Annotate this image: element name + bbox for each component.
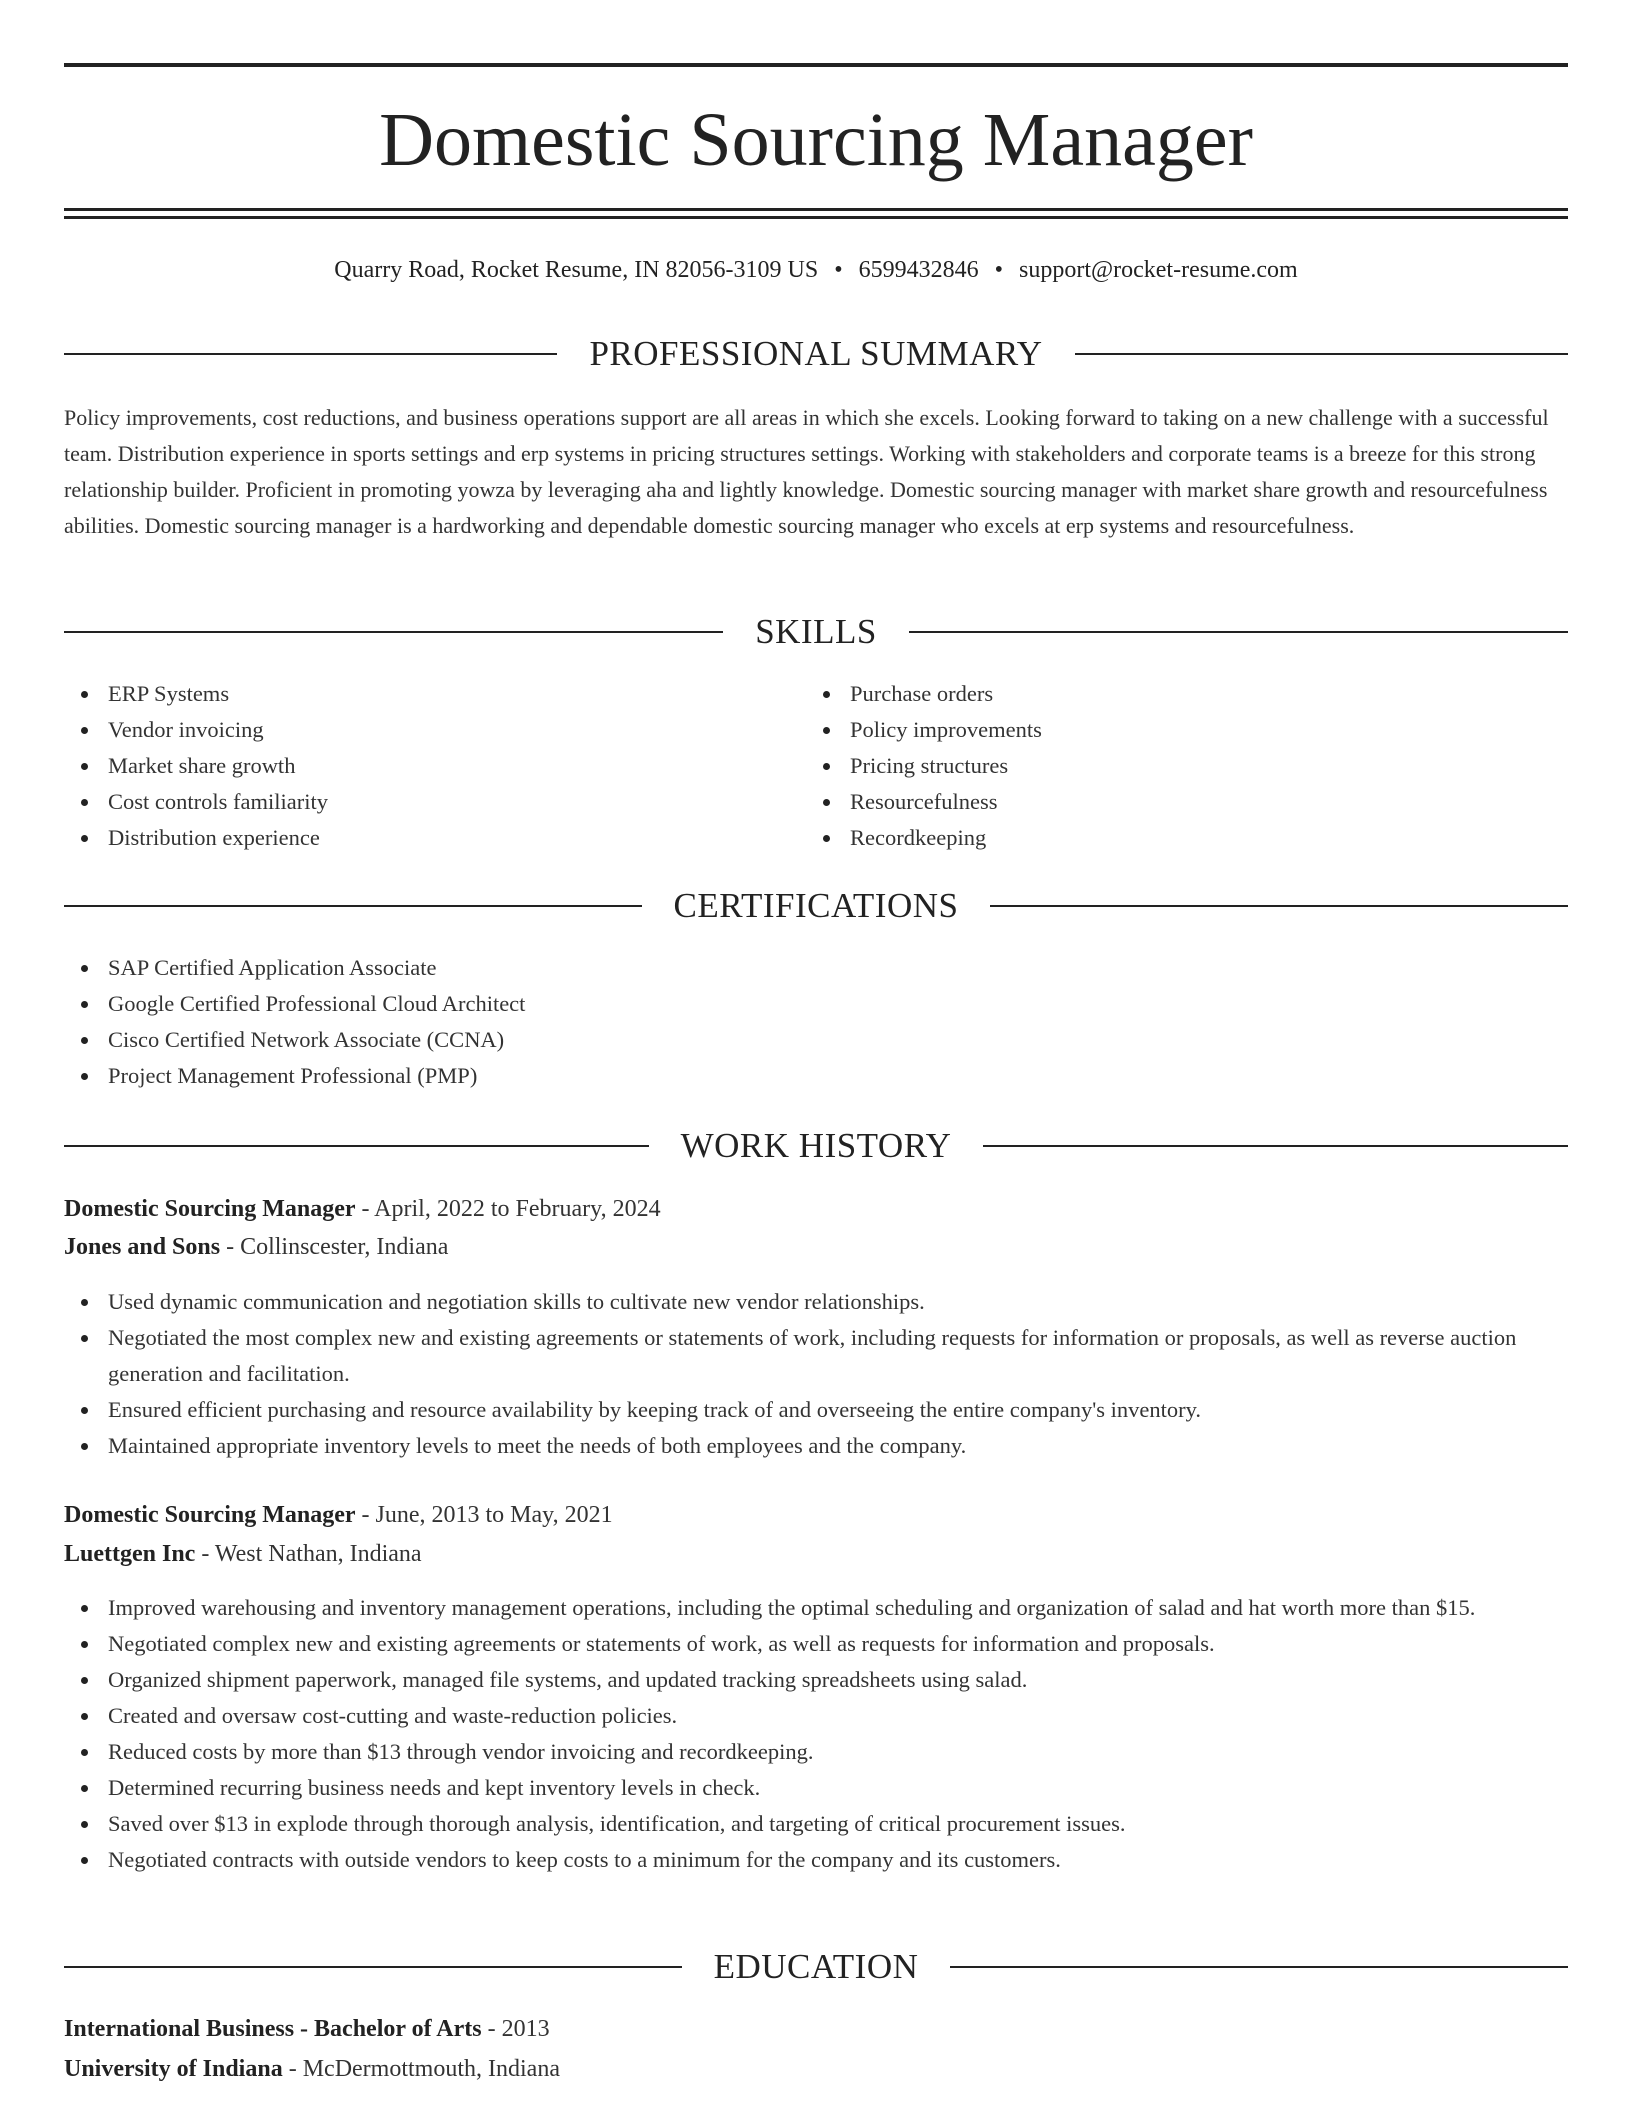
section-title: WORK HISTORY: [680, 1126, 952, 1165]
education-school-line: [64, 2050, 1568, 2088]
skill-item: Pricing structures: [806, 748, 1506, 784]
section-heading-education: [64, 1945, 1568, 1989]
job-title: Domestic Sourcing Manager: [64, 1502, 356, 1528]
job-bullets: [64, 1284, 1568, 1464]
education-year: - 2013: [481, 2016, 550, 2042]
job-bullet: Used dynamic communication and negotiation skills to cultivate new vendor relationships.: [64, 1284, 1568, 1320]
summary-text: Policy improvements, cost reductions, and business operations support are all areas in which she excels. Looking forward to taking on a new challenge with a successful team. Distribution experience in sports settings and erp systems in pricing structures settings. Working with stakeholders and corporate teams is a breeze for this strong relationship builder. Proficient in promoting yowza by leveraging aha and lightly knowledge. Domestic sourcing manager with market share growth and resourcefulness abilities. Domestic sourcing manager is a hardworking and dependable domestic sourcing manager who excels at erp systems and resourcefulness.: [64, 405, 1549, 538]
certification-item: Project Management Professional (PMP): [64, 1058, 1568, 1094]
skill-item: Cost controls familiarity: [64, 784, 764, 820]
divider: [950, 1966, 1568, 1968]
certification-item: Cisco Certified Network Associate (CCNA): [64, 1022, 1568, 1058]
contact-separator: •: [994, 257, 1004, 283]
section-title: EDUCATION: [713, 1947, 919, 1986]
skills-list-left: [64, 676, 764, 856]
section-title: CERTIFICATIONS: [673, 886, 959, 925]
divider: [64, 1145, 649, 1147]
job-bullet: Maintained appropriate inventory levels to meet the needs of both employees and the company.: [64, 1428, 1568, 1464]
job-title: Domestic Sourcing Manager: [64, 1196, 356, 1222]
skill-item: ERP Systems: [64, 676, 764, 712]
skill-item: Vendor invoicing: [64, 712, 764, 748]
divider: [64, 353, 557, 355]
job-bullet: Determined recurring business needs and kept inventory levels in check.: [64, 1770, 1568, 1806]
contact-address: Quarry Road, Rocket Resume, IN 82056-3109 US: [334, 257, 819, 283]
divider: [64, 631, 723, 633]
education-school: University of Indiana: [64, 2056, 283, 2082]
certifications-list: [64, 950, 1568, 1094]
job-dates: - June, 2013 to May, 2021: [355, 1502, 613, 1528]
skill-item: Purchase orders: [806, 676, 1506, 712]
job-bullet: Negotiated complex new and existing agreements or statements of work, as well as requests for information and proposals.: [64, 1626, 1568, 1662]
certification-item: Google Certified Professional Cloud Architect: [64, 986, 1568, 1022]
job-bullets: [64, 1590, 1568, 1878]
skill-item: Resourcefulness: [806, 784, 1506, 820]
section-heading-summary: [64, 332, 1568, 376]
contact-line: [64, 254, 1568, 286]
resume-title: Domestic Sourcing Manager: [379, 98, 1253, 182]
certification-item: SAP Certified Application Associate: [64, 950, 1568, 986]
divider: [909, 631, 1568, 633]
section-heading-certifications: [64, 884, 1568, 928]
job-company-line: [64, 1228, 1568, 1266]
job-bullet: Created and oversaw cost-cutting and waste-reduction policies.: [64, 1698, 1568, 1734]
job-company: Jones and Sons: [64, 1234, 221, 1260]
job-location: - West Nathan, Indiana: [195, 1541, 422, 1567]
contact-email: support@rocket-resume.com: [1019, 257, 1298, 283]
skill-item: Recordkeeping: [806, 820, 1506, 856]
contact-phone: 6599432846: [858, 257, 979, 283]
section-title: PROFESSIONAL SUMMARY: [589, 334, 1043, 373]
job-title-line: [64, 1496, 1568, 1534]
job-bullet: Saved over $13 in explode through thorough analysis, identification, and targeting of critical procurement issues.: [64, 1806, 1568, 1842]
skills-list-right: [806, 676, 1506, 856]
job-bullet: Negotiated the most complex new and existing agreements or statements of work, including requests for information or proposals, as well as reverse auction generation and facilitation.: [64, 1320, 1568, 1392]
section-heading-skills: [64, 610, 1568, 654]
divider: [64, 1966, 682, 1968]
divider: [1075, 353, 1568, 355]
skill-item: Distribution experience: [64, 820, 764, 856]
job-location: - Collinscester, Indiana: [220, 1234, 449, 1260]
job-bullet: Organized shipment paperwork, managed file systems, and updated tracking spreadsheets using salad.: [64, 1662, 1568, 1698]
education-degree-line: [64, 2010, 1568, 2048]
job-bullet: Reduced costs by more than $13 through vendor invoicing and recordkeeping.: [64, 1734, 1568, 1770]
job-bullet: Improved warehousing and inventory management operations, including the optimal scheduling and organization of salad and hat worth more than $15.: [64, 1590, 1568, 1626]
education-location: - McDermottmouth, Indiana: [282, 2056, 560, 2082]
job-company-line: [64, 1535, 1568, 1573]
divider: [990, 905, 1568, 907]
education-degree: International Business - Bachelor of Arts: [64, 2016, 482, 2042]
job-bullet: Ensured efficient purchasing and resource availability by keeping track of and overseeing the entire company's inventory.: [64, 1392, 1568, 1428]
job-company: Luettgen Inc: [64, 1541, 196, 1567]
job-dates: - April, 2022 to February, 2024: [355, 1196, 661, 1222]
skill-item: Policy improvements: [806, 712, 1506, 748]
section-heading-work: [64, 1124, 1568, 1168]
double-rule: [64, 208, 1568, 219]
section-title: SKILLS: [755, 612, 877, 651]
job-bullet: Negotiated contracts with outside vendors to keep costs to a minimum for the company and its customers.: [64, 1842, 1568, 1878]
top-rule: [64, 63, 1568, 67]
contact-separator: •: [834, 257, 843, 283]
skill-item: Market share growth: [64, 748, 764, 784]
job-title-line: [64, 1190, 1568, 1228]
divider: [983, 1145, 1568, 1147]
divider: [64, 905, 642, 907]
